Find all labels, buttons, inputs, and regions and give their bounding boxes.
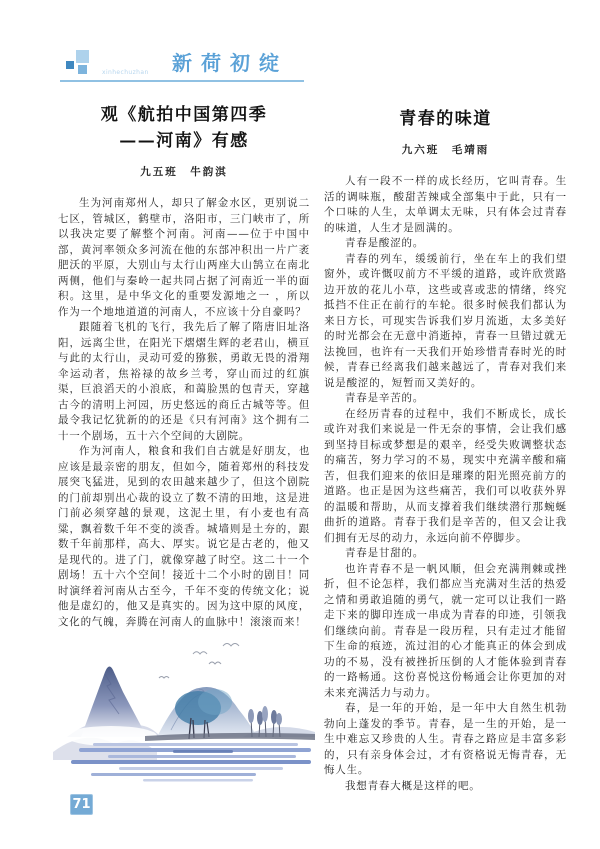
paragraph: 在经历青春的过程中，我们不断成长，成长或许对我们来说是一件无奈的事情，会让我们感到坚持目标或梦想是的艰辛，经受失败调整状态的痛苦，努力学习的不易，现实中充满辛酸和痛苦，但我们迎来的依旧是璀璨的阳光照亮前方的道路。也正是因为这些痛苦，我们可以收获外界的温暖和帮助，从而支撑着我们继续潜行那蜿蜒曲折的道路。青春于我们是辛苦的，但又会让我们拥有无尽的动力，永远向前不停脚步。 bbox=[324, 407, 567, 544]
paragraph: 春，是一年的开始，是一年中大自然生机勃勃向上蓬发的季节。青春，是一生的开始，是一生中难忘又珍贵的人生。青春之路应是丰富多彩的，只有亲身体会过，才有资格说无悔青春，无悔人生。 bbox=[324, 702, 567, 776]
paragraph: 作为河南人，粮食和我们自古就是好朋友，也应该是最亲密的朋友，但如今，随着郑州的科技发展突飞猛进，见到的农田越来越少了，但这个剧院的门前却别出心裁的设立了数不清的田地，这是进门前必须穿越的景观，这泥土里，有小麦也有高粱，飘着数千年不变的淡香。城墙则是土夯的，跟数千年前那样，高大、厚实。说它是古老的，他又是现代的。进了门，就像穿越了时空。这二十一个剧场！五十六个空间！接近十二个小时的剧目！同时演绎着河南从古至今，千年不变的传统文化；说他是虚幻的，他又是真实的。因为这中原的风度，文化的气魄，奔腾在河南人的血脉中！滚滚而来！ bbox=[58, 445, 310, 628]
article-left-body bbox=[58, 196, 310, 630]
right-hill-and-trees bbox=[243, 706, 315, 737]
paragraph: 人有一段不一样的成长经历，它叫青春。生活的调味瓶，酸甜苦辣咸全部集中于此，只有一个口味的人生，太单调太无味，只有体会过青春的味道，人生才是圆满的。 bbox=[324, 175, 567, 234]
article-left-title-line2: ——河南》有感 bbox=[119, 131, 249, 151]
paragraph: 也许青春不是一帆风顺，但会充满荆棘或挫折，但不论怎样，我们都应当充满对生活的热爱之情和勇敢追随的勇气，就一定可以让我们一路走下来的脚印连成一串成为青春的印迹，引领我们继续向前。青春是一段历程，只有走过才能留下生命的痕迹，流过泪的心才能真正的体会到成功的不易，没有被挫折压倒的人才能体验到青春的一路畅通。这份喜悦这份畅通会让你更加的对未来充满活力与动力。 bbox=[324, 562, 567, 699]
logo-square-light bbox=[76, 50, 89, 63]
paragraph: 青春是甘甜的。 bbox=[345, 547, 425, 559]
brand-title: 新荷初绽 bbox=[172, 51, 288, 75]
brand-romanized-text: xinhechuzhan bbox=[102, 69, 149, 76]
water-strokes bbox=[71, 743, 311, 782]
paragraph: 青春的列车，缓缓前行，坐在车上的我们望窗外，或许慨叹前方不平缓的道路，或许欣赏路边开放的花儿小草，这些或喜或悲的情绪，终究抵挡不住正在前行的车轮。很多时候我们都认为来日方长，可现实告诉我们岁月流逝，太多美好的时光都会在无意中消逝掉，青春一旦错过就无法挽回，也许有一天我们开始珍惜青春时光的时候，青春已经离我们越来越远了，青春对我们来说是酸涩的，短暂而又美好的。 bbox=[324, 252, 567, 389]
ink-landscape-illustration bbox=[53, 640, 315, 808]
article-right-author: 九六班 毛靖雨 bbox=[401, 144, 490, 156]
page-number-badge: 71 bbox=[70, 794, 93, 815]
article-left-title bbox=[58, 102, 310, 154]
article-right bbox=[324, 106, 567, 794]
paragraph: 青春是辛苦的。 bbox=[345, 392, 425, 404]
birds bbox=[159, 644, 239, 679]
article-right-body bbox=[324, 174, 567, 794]
paragraph: 我想青春大概是这样的吧。 bbox=[345, 779, 481, 792]
paragraph: 生为河南郑州人，却只了解金水区，更别说二七区，管城区，鹤壁市，洛阳市，三门峡市了，所以我决定要了解整个河南。河南——位于中国中部，黄河率领众多河流在他的东部冲积出一片广袤肥沃的平原，大别山与太行山两座大山鹄立在南北两侧，他们与秦岭一起共同占据了河南近一半的面积。这里，是中华文化的重要发源地之一 ，所以作为一个地地道道的河南人，不应该十分自豪吗？ bbox=[58, 197, 310, 318]
brand-logo-icon bbox=[66, 50, 96, 78]
article-left-author: 九五班 牛韵淇 bbox=[140, 166, 228, 178]
article-left-title-line1: 观《航拍中国第四季 bbox=[100, 105, 268, 125]
logo-square-mid bbox=[78, 65, 87, 74]
article-left bbox=[58, 102, 310, 630]
article-right-title: 青春的味道 bbox=[399, 109, 492, 129]
far-mountain bbox=[65, 666, 157, 746]
paragraph: 青春是酸涩的。 bbox=[345, 237, 425, 249]
logo-square-dark bbox=[66, 61, 74, 69]
page-header bbox=[60, 46, 304, 82]
paragraph: 跟随着飞机的飞行，我先后了解了隋唐旧址洛阳，远离尘世，在阳光下熠熠生辉的老君山，横亘与此的太行山，灵动可爱的猕猴，勇敢无畏的滑翔伞运动者，焦裕禄的故乡兰考，穿山而过的红旗渠，巨浪滔天的小浪底，和蔼脸黑的包青天，穿越古今的清明上河园，历史悠远的商丘古城等等。但最令我记忆犹新的的还是《只有河南》这个拥有二十一个剧场，五十六个空间的大剧院。 bbox=[58, 321, 310, 442]
near-mountain bbox=[157, 687, 257, 739]
